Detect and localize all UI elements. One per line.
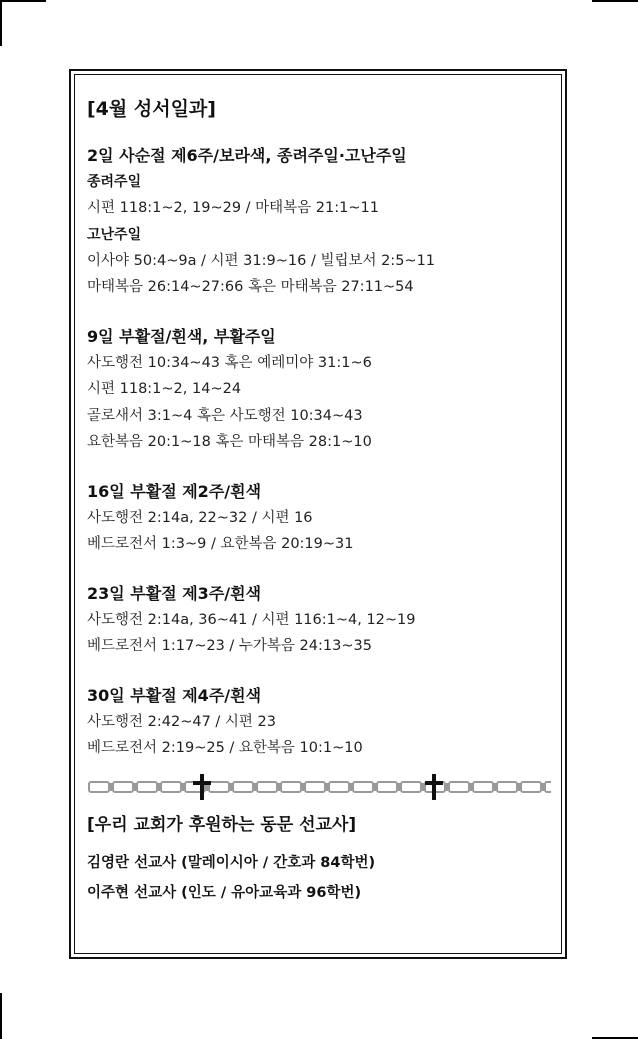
lectionary-content <box>87 92 557 908</box>
section-april-30 <box>87 682 557 762</box>
reading-line: 베드로전서 1:17~23 / 누가복음 24:13~35 <box>87 638 372 654</box>
reading-line: 마태복음 26:14~27:66 혹은 마태복음 27:11~54 <box>87 279 414 295</box>
missionary-item: 이주현 선교사 (인도 / 유아교육과 96학번) <box>87 884 362 901</box>
chain-link <box>281 782 301 792</box>
chain-link <box>521 782 541 792</box>
reading-line: 사도행전 2:14a, 22~32 / 시편 16 <box>87 509 313 526</box>
chain-link <box>161 782 181 792</box>
crop-mark-top-left <box>0 0 2 46</box>
cross-mark-bar <box>193 781 211 785</box>
chain-link <box>377 782 397 792</box>
crop-mark-top-left-h <box>0 0 46 2</box>
reading-line: 사도행전 10:34~43 혹은 예레미야 31:1~6 <box>87 354 372 371</box>
missionary-item: 김영란 선교사 (말레이시아 / 간호과 84학번) <box>87 854 376 871</box>
group-subtitle: 고난주일 <box>87 226 142 243</box>
reading-line: 베드로전서 2:19~25 / 요한복음 10:1~10 <box>87 740 363 756</box>
reading-line: 골로새서 3:1~4 혹은 사도행전 10:34~43 <box>87 407 363 424</box>
chain-link <box>113 782 133 792</box>
chain-link <box>89 782 109 792</box>
chain-link <box>401 782 421 792</box>
chain-link <box>473 782 493 792</box>
chain-link <box>449 782 469 792</box>
reading-line: 요한복음 20:1~18 혹은 마태복음 28:1~10 <box>87 434 372 450</box>
cross-chain-border-icon <box>87 772 551 802</box>
chain-link <box>137 782 157 792</box>
chain-link <box>329 782 349 792</box>
cross-mark <box>432 774 436 800</box>
reading-line: 베드로전서 1:3~9 / 요한복음 20:19~31 <box>87 536 354 552</box>
crop-mark-bottom-left <box>0 993 2 1039</box>
cross-chain-divider <box>87 772 557 802</box>
reading-line: 시편 118:1~2, 14~24 <box>87 381 242 397</box>
chain-link <box>353 782 373 792</box>
missionaries-title: [우리 교회가 후원하는 동문 선교사] <box>87 814 357 835</box>
chain-link <box>545 782 551 792</box>
cross-mark <box>200 774 204 800</box>
cross-mark-bar <box>425 781 443 785</box>
section-april-9 <box>87 323 557 456</box>
section-title: 16일 부활절 제2주/흰색 <box>87 481 262 501</box>
section-title: 9일 부활절/흰색, 부활주일 <box>87 326 276 346</box>
reading-line: 이사야 50:4~9a / 시편 31:9~16 / 빌립보서 2:5~11 <box>87 252 436 269</box>
section-title: 23일 부활절 제3주/흰색 <box>87 583 262 603</box>
reading-line: 사도행전 2:42~47 / 시편 23 <box>87 713 276 730</box>
group-subtitle: 종려주일 <box>87 174 142 190</box>
page-title: [4월 성서일과] <box>87 98 216 120</box>
chain-link <box>257 782 277 792</box>
chain-link <box>209 782 229 792</box>
chain-link <box>497 782 517 792</box>
reading-line: 사도행전 2:14a, 36~41 / 시편 116:1~4, 12~19 <box>87 611 416 628</box>
section-title: 2일 사순절 제6주/보라색, 종려주일·고난주일 <box>87 146 407 165</box>
section-title: 30일 부활절 제4주/흰색 <box>87 685 262 705</box>
section-april-23 <box>87 580 557 660</box>
chain-link <box>305 782 325 792</box>
reading-line: 시편 118:1~2, 19~29 / 마태복음 21:1~11 <box>87 200 379 216</box>
crop-mark-top-right <box>592 0 638 2</box>
section-april-2 <box>87 142 557 301</box>
chain-link <box>233 782 253 792</box>
section-april-16 <box>87 478 557 558</box>
